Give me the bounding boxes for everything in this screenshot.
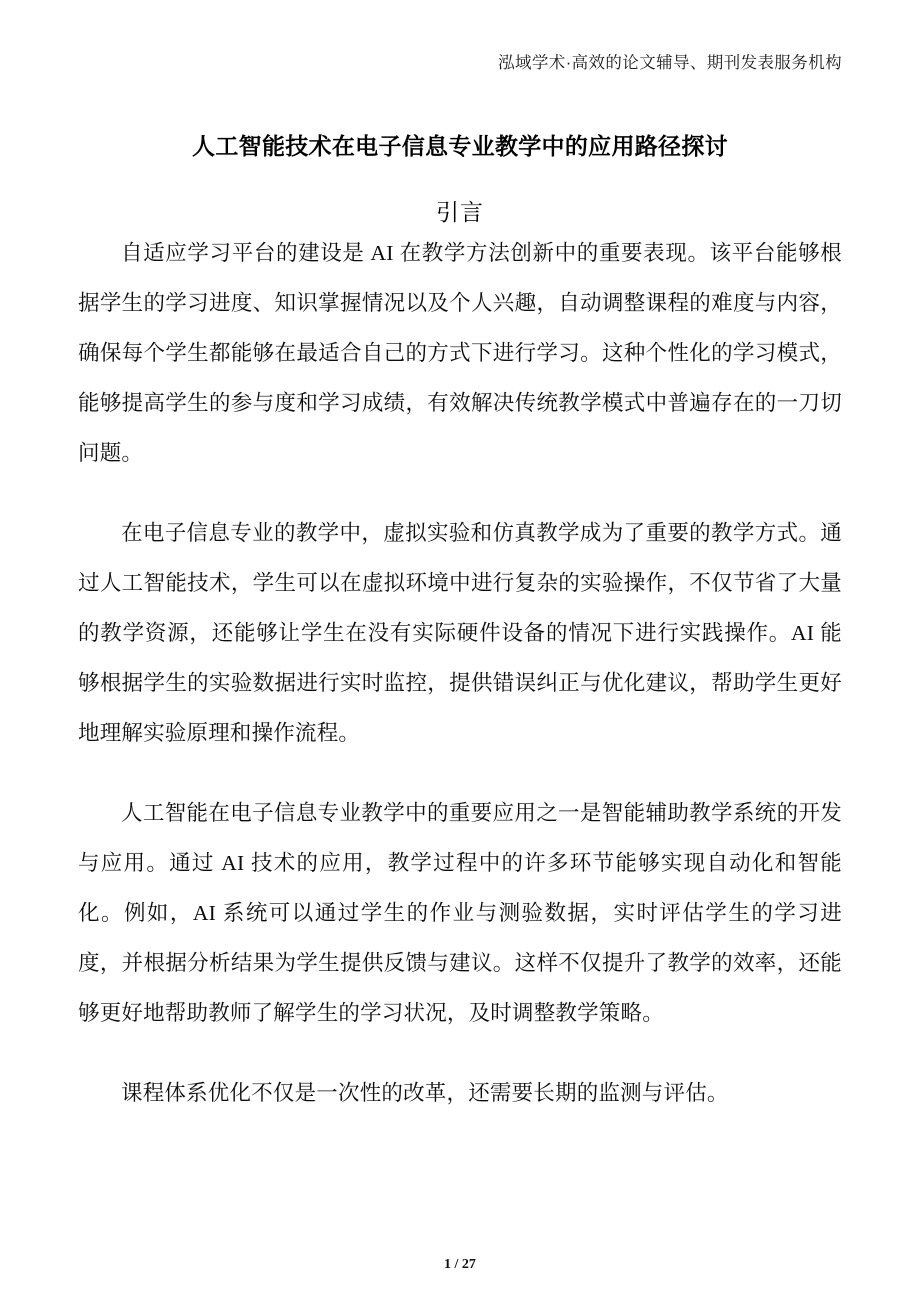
paragraph: 自适应学习平台的建设是 AI 在教学方法创新中的重要表现。该平台能够根据学生的学习进度、知识掌握情况以及个人兴趣，自动调整课程的难度与内容，确保每个学生都能够在最适合自己的方式下进行学习。这种个性化的学习模式，能够提高学生的参与度和学习成绩，有效解决传统教学模式中普遍存在的一刀切问题。 bbox=[78, 241, 842, 465]
running-header: 泓域学术·高效的论文辅导、期刊发表服务机构 bbox=[498, 54, 842, 72]
page-number: 1 / 27 bbox=[444, 1257, 476, 1272]
paragraph: 人工智能在电子信息专业教学中的重要应用之一是智能辅助教学系统的开发与应用。通过 AI 技术的应用，教学过程中的许多环节能够实现自动化和智能化。例如，AI 系统可以通过学生的作业与测验数据，实时评估学生的学习进度，并根据分析结果为学生提供反馈与建议。这样不仅提升了教学的效率，还能够更好地帮助教师了解学生的学习状况，及时调整教学策略。 bbox=[78, 801, 842, 1025]
paragraph: 课程体系优化不仅是一次性的改革，还需要长期的监测与评估。 bbox=[121, 1081, 729, 1105]
section-heading: 引言 bbox=[436, 199, 484, 226]
page-title: 人工智能技术在电子信息专业教学中的应用路径探讨 bbox=[192, 133, 728, 160]
paragraph: 在电子信息专业的教学中，虚拟实验和仿真教学成为了重要的教学方式。通过人工智能技术，学生可以在虚拟环境中进行复杂的实验操作，不仅节省了大量的教学资源，还能够让学生在没有实际硬件设备的情况下进行实践操作。AI 能够根据学生的实验数据进行实时监控，提供错误纠正与优化建议，帮助学生更好地理解实验原理和操作流程。 bbox=[78, 521, 842, 745]
body-text-block bbox=[78, 228, 842, 1118]
